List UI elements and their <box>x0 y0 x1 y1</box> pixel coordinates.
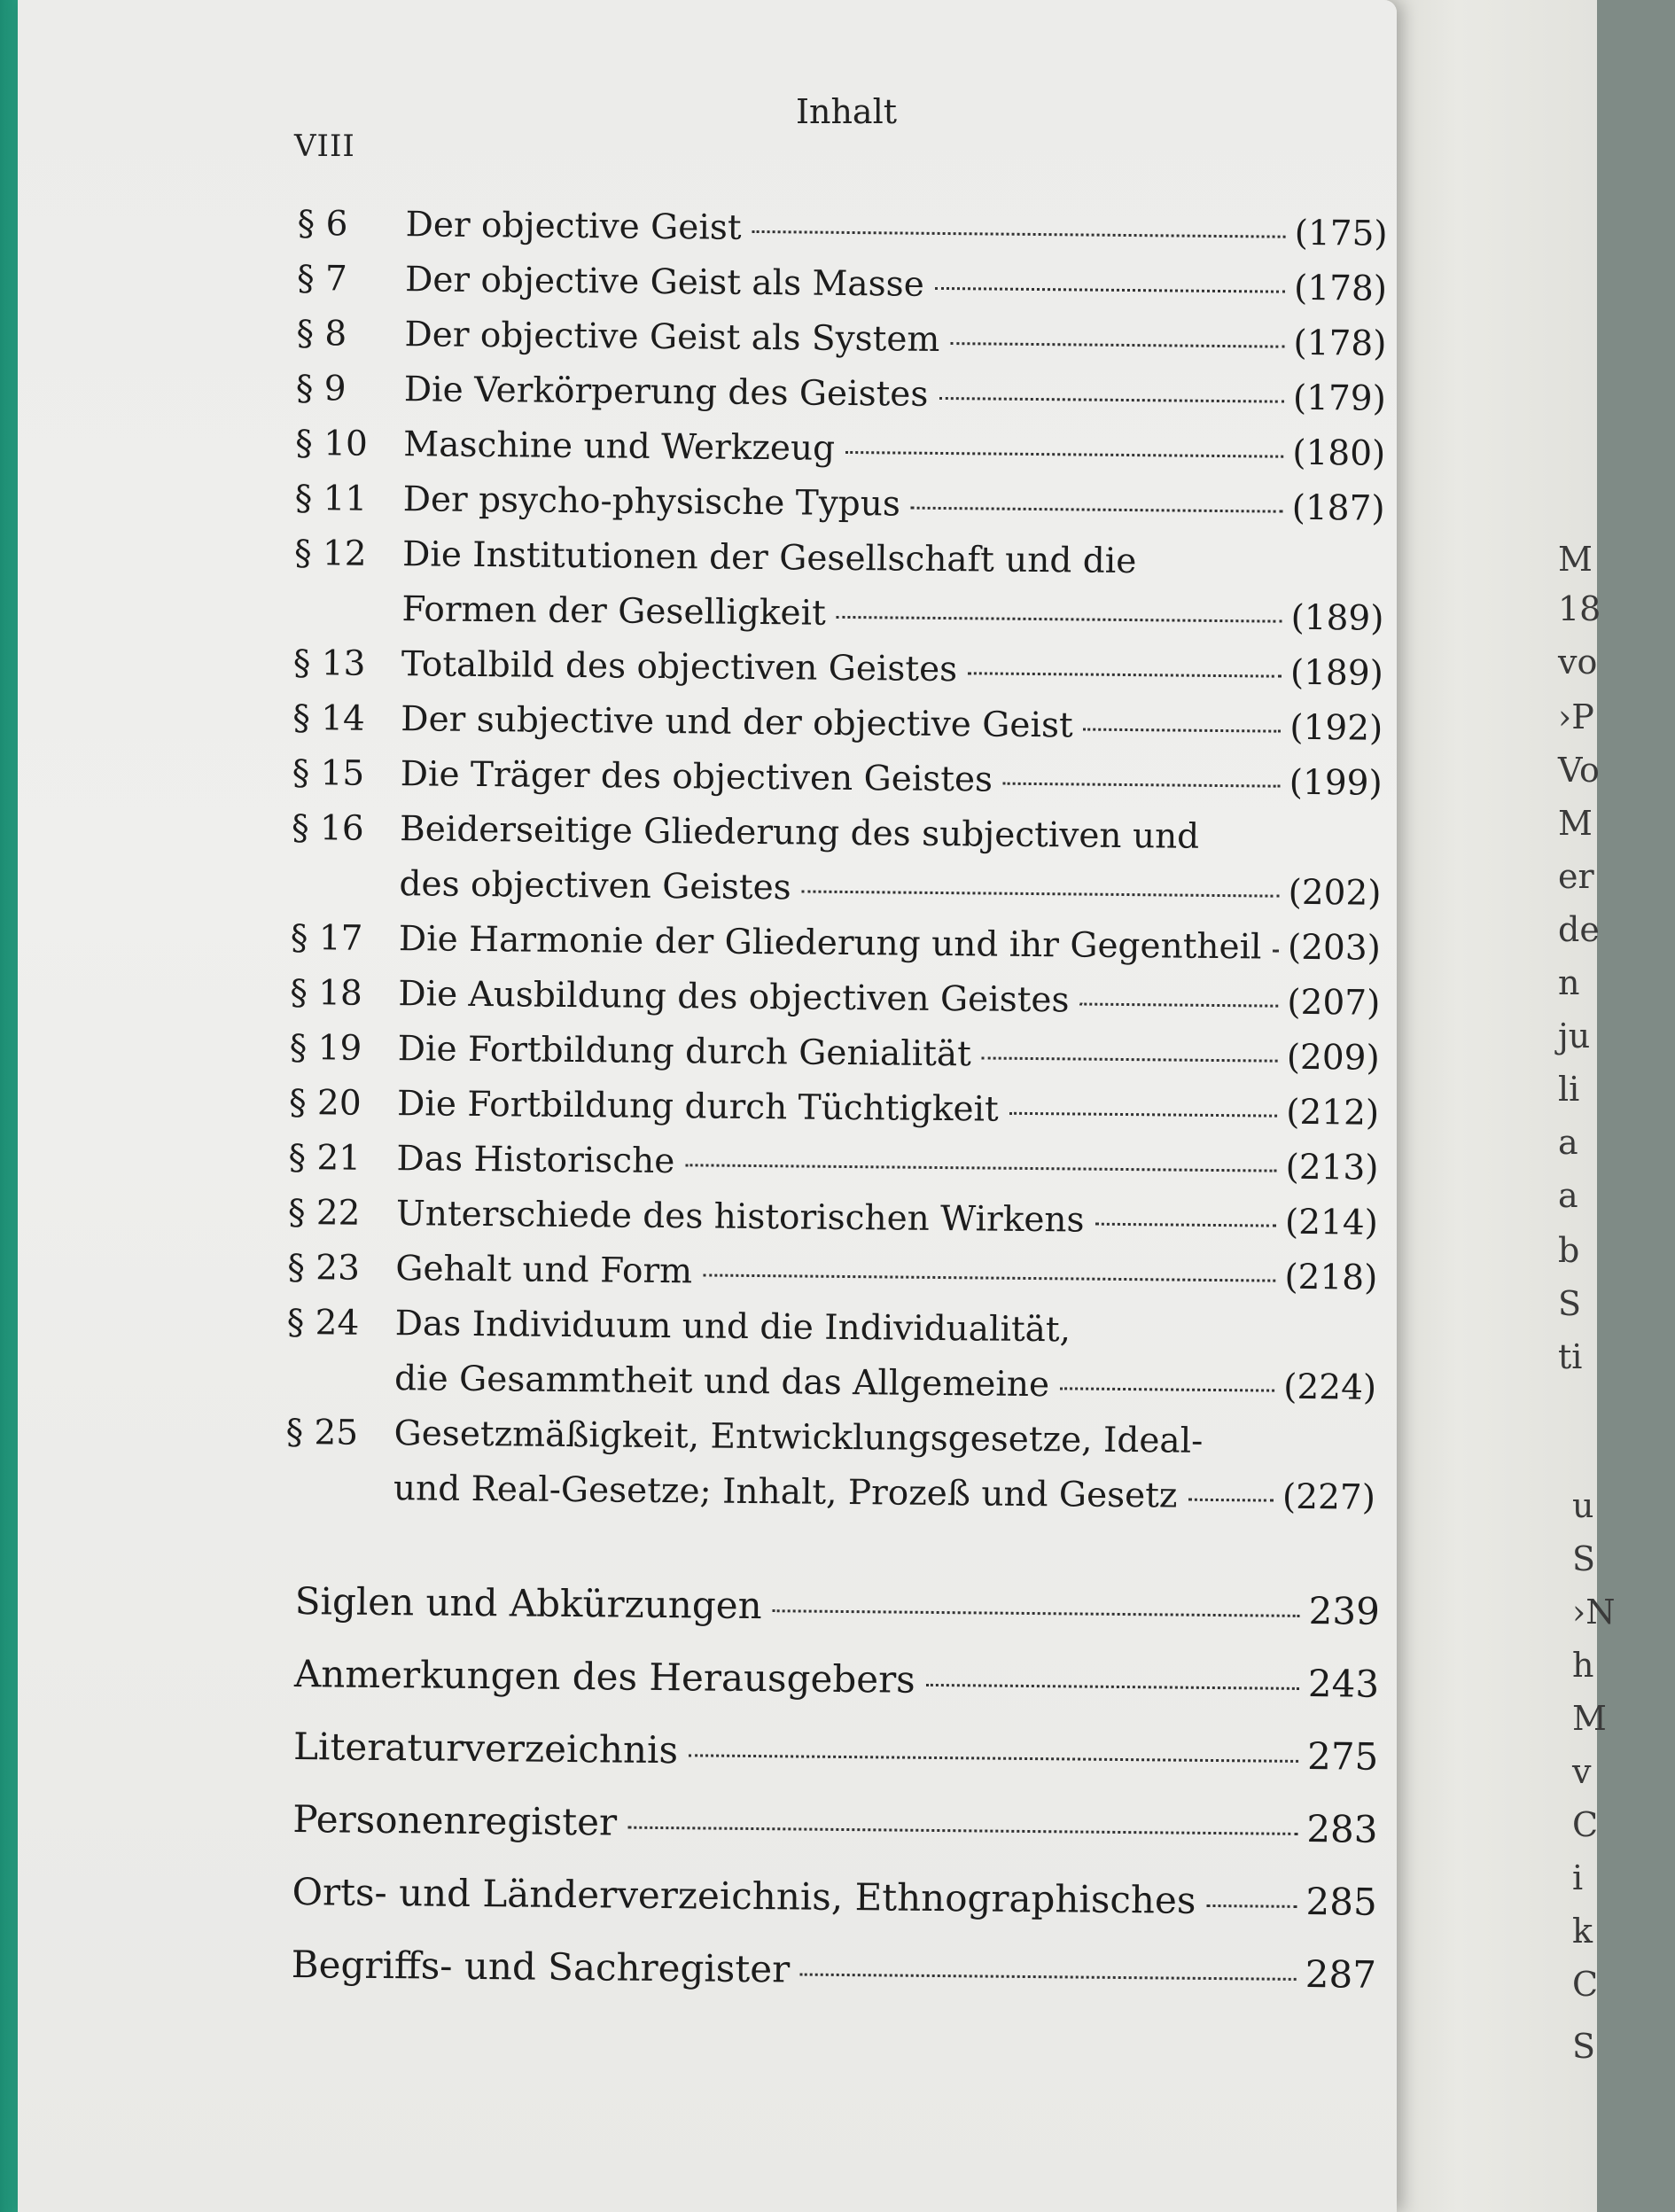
section-page: (209) <box>1286 1037 1380 1079</box>
section-number: § 12 <box>293 533 367 574</box>
section-title: Die Träger des objectiven Geistes <box>400 754 993 800</box>
page-number: VIII <box>294 129 355 164</box>
toc-entry <box>292 688 1383 753</box>
section-title: Der objective Geist als System <box>404 315 940 360</box>
adjacent-page-text: li <box>1558 1070 1580 1109</box>
back-matter-page: 285 <box>1305 1880 1377 1924</box>
dot-leader <box>982 1056 1278 1062</box>
section-page: (199) <box>1289 762 1383 804</box>
section-page: (178) <box>1293 268 1388 309</box>
adjacent-page <box>1365 0 1616 2212</box>
dot-leader <box>773 1609 1300 1617</box>
back-matter-page: 239 <box>1308 1589 1381 1633</box>
section-number: § 21 <box>288 1137 362 1179</box>
adjacent-page-text: 18 <box>1558 589 1601 628</box>
section-title: Das Individuum und die Individualität, <box>394 1304 1071 1351</box>
adjacent-page-text: S <box>1558 1284 1582 1323</box>
adjacent-page-text: v <box>1572 1752 1592 1791</box>
toc-entry <box>285 1402 1376 1523</box>
adjacent-page-text: a <box>1558 1123 1578 1162</box>
toc-entry <box>292 743 1383 808</box>
section-title: Der objective Geist als Masse <box>404 260 924 305</box>
toc-entry <box>296 358 1387 424</box>
section-number: § 24 <box>286 1302 360 1344</box>
section-number: § 25 <box>285 1412 359 1453</box>
adjacent-page-text: k <box>1572 1912 1593 1951</box>
section-title: Totalbild des objectiven Geistes <box>401 644 958 690</box>
section-title: die Gesammtheit und das Allgemeine <box>393 1359 1050 1406</box>
adjacent-page-text: ti <box>1558 1337 1583 1376</box>
dot-leader <box>1079 1003 1278 1008</box>
back-matter-title: Begriffs- und Sachregister <box>291 1943 791 1991</box>
section-title: Gehalt und Form <box>395 1249 693 1292</box>
dot-leader <box>1084 728 1282 733</box>
section-number: § 9 <box>295 368 347 409</box>
section-title: Die Fortbildung durch Genialität <box>397 1029 972 1075</box>
toc-entry <box>294 468 1385 534</box>
dot-leader <box>703 1273 1275 1281</box>
adjacent-page-text: a <box>1558 1176 1578 1215</box>
section-page: (218) <box>1284 1257 1378 1298</box>
section-page: (227) <box>1282 1476 1376 1518</box>
dot-leader <box>950 342 1284 348</box>
section-title: Die Harmonie der Gliederung und ihr Gegentheil <box>398 919 1262 968</box>
book-page <box>18 0 1397 2212</box>
section-title: Der psycho-physische Typus <box>402 479 901 525</box>
section-page: (192) <box>1289 707 1383 749</box>
adjacent-page-text: Vo <box>1558 751 1600 790</box>
table-of-contents <box>280 193 1387 2008</box>
back-matter-page: 287 <box>1305 1952 1377 1997</box>
dot-leader <box>911 507 1283 513</box>
section-number: § 23 <box>287 1247 361 1289</box>
section-page: (203) <box>1287 927 1382 969</box>
adjacent-page-text: M <box>1558 804 1593 843</box>
dot-leader <box>1003 783 1281 788</box>
section-title: Die Fortbildung durch Tüchtigkeit <box>396 1084 999 1130</box>
section-page: (189) <box>1290 597 1384 639</box>
back-matter-entry <box>280 1925 1377 2008</box>
section-number: § 13 <box>292 643 366 684</box>
adjacent-page-text: er <box>1558 857 1594 896</box>
toc-entry <box>290 962 1381 1028</box>
section-page: (178) <box>1293 323 1387 364</box>
section-page: (207) <box>1287 982 1381 1024</box>
section-number: § 18 <box>290 972 363 1014</box>
dot-leader <box>689 1754 1298 1763</box>
section-title: Die Institutionen der Gesellschaft und die <box>401 534 1137 582</box>
adjacent-page-text: vo <box>1558 643 1598 682</box>
adjacent-page-text: ›P <box>1558 697 1594 736</box>
toc-entry <box>287 1237 1378 1303</box>
section-page: (175) <box>1294 213 1388 254</box>
dot-leader <box>926 1684 1299 1690</box>
adjacent-page-text: S <box>1572 2027 1596 2066</box>
adjacent-page-text: b <box>1558 1231 1580 1270</box>
section-number: § 20 <box>288 1082 362 1124</box>
toc-entry <box>295 413 1386 479</box>
section-number: § 11 <box>294 478 368 519</box>
adjacent-page-text: M <box>1558 540 1593 579</box>
back-matter-entry <box>282 1780 1378 1863</box>
toc-entry <box>296 303 1387 369</box>
section-number: § 22 <box>287 1192 361 1234</box>
dot-leader <box>837 616 1282 623</box>
back-matter-page: 283 <box>1306 1807 1378 1851</box>
section-title: Der subjective und der objective Geist <box>401 699 1073 746</box>
dot-leader <box>1272 950 1278 953</box>
section-title: Unterschiede des historischen Wirkens <box>395 1194 1085 1241</box>
dot-leader <box>1206 1904 1297 1908</box>
toc-entry <box>288 1127 1379 1193</box>
section-number: § 14 <box>292 697 366 739</box>
back-matter-page: 275 <box>1306 1734 1379 1779</box>
section-page: (179) <box>1292 378 1387 419</box>
dot-leader <box>1188 1499 1274 1502</box>
back-matter-entry <box>283 1707 1379 1790</box>
section-title: Das Historische <box>396 1139 675 1182</box>
back-matter-title: Literaturverzeichnis <box>292 1725 679 1772</box>
back-matter-page: 243 <box>1307 1662 1380 1706</box>
section-page: (212) <box>1286 1092 1380 1133</box>
section-number: § 15 <box>292 752 365 794</box>
adjacent-page-text: ju <box>1558 1016 1591 1055</box>
back-matter-title: Orts- und Länderverzeichnis, Ethnographisches <box>292 1870 1196 1922</box>
adjacent-page-text: ›N <box>1572 1593 1616 1632</box>
section-page: (224) <box>1283 1367 1377 1408</box>
adjacent-page-text: C <box>1572 1965 1599 2004</box>
section-title: Formen der Geselligkeit <box>401 589 826 634</box>
section-page: (214) <box>1284 1202 1379 1243</box>
section-page: (187) <box>1291 487 1385 529</box>
adjacent-page-text: de <box>1558 910 1600 949</box>
dot-leader <box>802 890 1280 897</box>
section-title: des objectiven Geistes <box>399 864 791 908</box>
section-title: Beiderseitige Gliederung des subjectiven und <box>399 809 1200 857</box>
dot-leader <box>935 287 1285 293</box>
dot-leader <box>968 672 1282 677</box>
toc-entry <box>297 193 1388 259</box>
section-title: Die Verkörperung des Geistes <box>403 370 929 415</box>
toc-entry <box>291 907 1382 973</box>
back-matter-title: Siglen und Abkürzungen <box>294 1579 762 1628</box>
section-page: (189) <box>1289 652 1384 694</box>
section-title: Der objective Geist <box>405 205 742 248</box>
toc-entry <box>293 633 1384 698</box>
adjacent-page-text: M <box>1572 1699 1607 1738</box>
adjacent-page-text: n <box>1558 963 1580 1002</box>
section-number: § 17 <box>290 917 363 959</box>
dot-leader <box>752 230 1285 238</box>
dot-leader <box>627 1826 1297 1835</box>
page-header-title: Inhalt <box>795 92 898 131</box>
toc-entry <box>289 1072 1380 1138</box>
dot-leader <box>1060 1387 1274 1391</box>
toc-entry <box>291 798 1382 918</box>
toc-entry <box>289 1017 1380 1083</box>
toc-entry <box>297 248 1388 314</box>
back-matter-entry <box>284 1562 1381 1645</box>
back-matter-entry <box>281 1852 1377 1936</box>
section-number: § 8 <box>296 313 347 354</box>
section-page: (213) <box>1285 1147 1379 1188</box>
dot-leader <box>1095 1223 1276 1227</box>
toc-entry <box>288 1182 1379 1248</box>
back-matter-entry <box>284 1634 1380 1717</box>
dot-leader <box>939 397 1284 403</box>
section-number: § 10 <box>295 423 369 464</box>
back-matter-title: Anmerkungen des Herausgebers <box>293 1652 915 1702</box>
section-title: Die Ausbildung des objectiven Geistes <box>398 974 1070 1021</box>
section-title: und Real-Gesetze; Inhalt, Prozeß und Gesetz <box>393 1468 1178 1516</box>
toc-entry <box>293 523 1384 643</box>
section-page: (202) <box>1288 872 1382 914</box>
section-number: § 16 <box>291 807 364 849</box>
dot-leader <box>800 1974 1297 1981</box>
dot-leader <box>685 1164 1276 1172</box>
section-title: Gesetzmäßigkeit, Entwicklungsgesetze, Ideal- <box>393 1414 1204 1461</box>
dot-leader <box>1009 1112 1278 1118</box>
adjacent-page-text: S <box>1572 1539 1596 1578</box>
adjacent-page-text: h <box>1572 1646 1594 1685</box>
section-number: § 19 <box>289 1027 362 1069</box>
dot-leader <box>845 451 1283 458</box>
section-number: § 6 <box>297 203 348 245</box>
section-title: Maschine und Werkzeug <box>403 424 836 469</box>
section-number: § 7 <box>296 258 348 300</box>
adjacent-page-text: i <box>1572 1858 1584 1897</box>
adjacent-page-text: C <box>1572 1805 1599 1844</box>
section-page: (180) <box>1292 432 1386 474</box>
toc-entry <box>286 1292 1377 1413</box>
back-matter-title: Personenregister <box>292 1797 618 1844</box>
adjacent-page-text: u <box>1572 1486 1594 1525</box>
